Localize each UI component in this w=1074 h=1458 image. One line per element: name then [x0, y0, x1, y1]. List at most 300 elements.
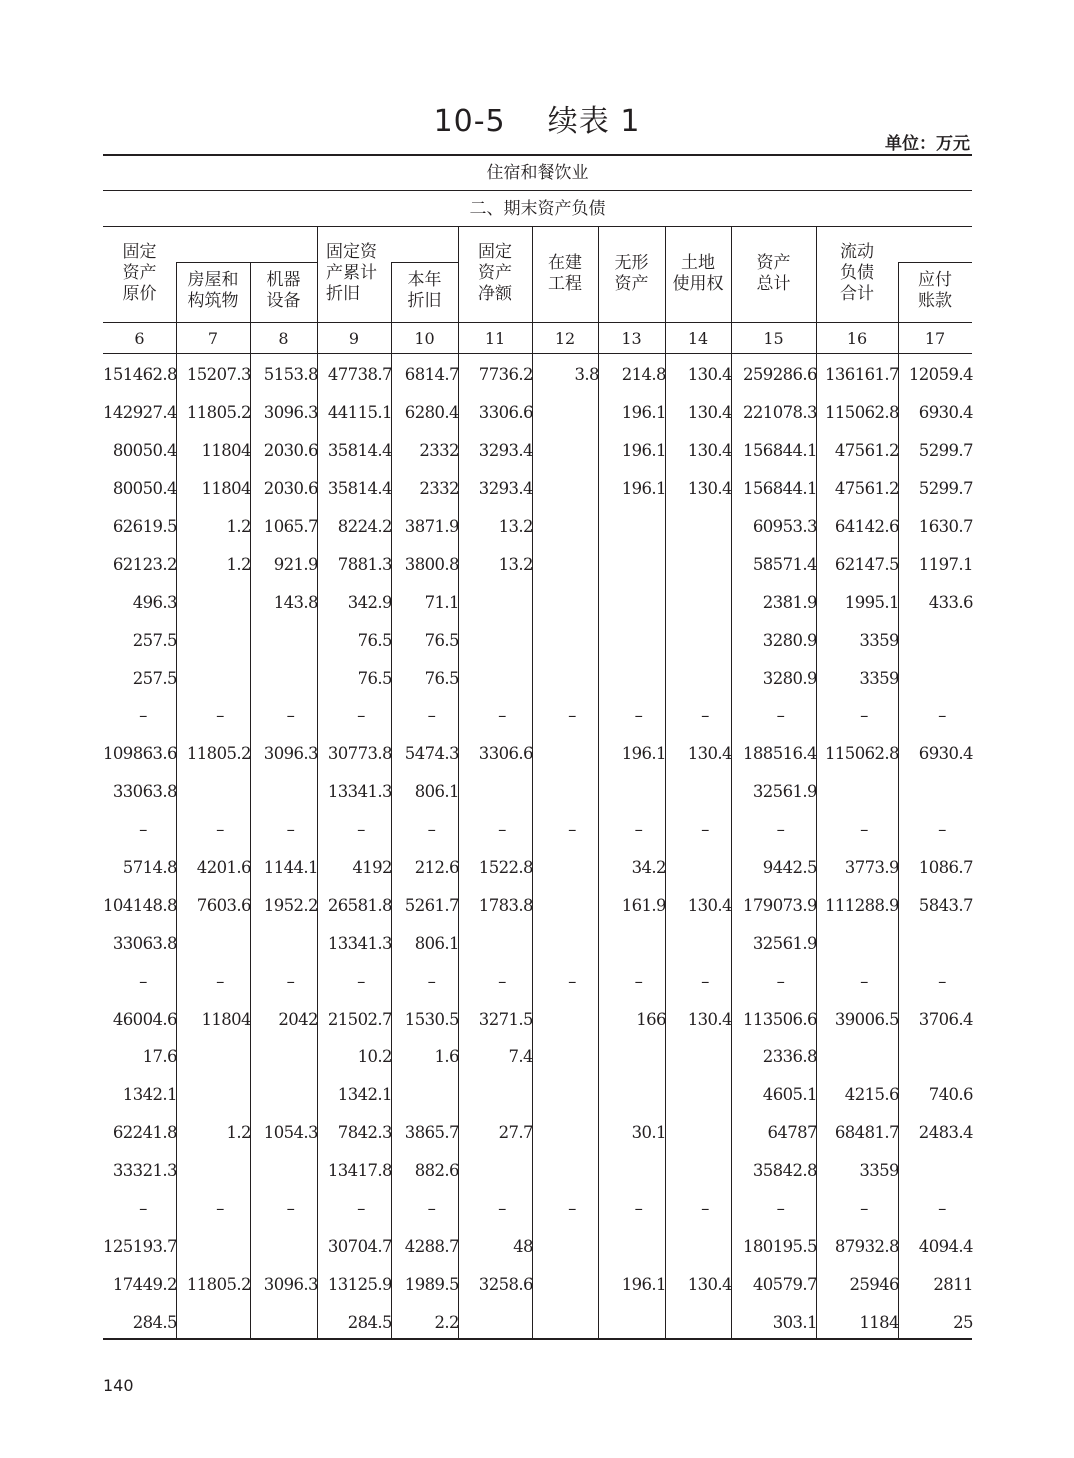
table-cell: 5261.7 — [404, 895, 459, 915]
table-row — [103, 356, 979, 394]
table-cell: 806.1 — [414, 933, 459, 953]
table-row — [103, 508, 979, 546]
table-cell: 5299.7 — [918, 479, 973, 499]
table-cell — [465, 1152, 539, 1190]
rule — [103, 226, 972, 227]
table-cell: 130.4 — [687, 1274, 732, 1294]
table-cell: 3871.9 — [404, 517, 459, 536]
table-cell: 221078.3 — [743, 403, 817, 423]
table-cell: 130.4 — [687, 1009, 732, 1029]
table-cell: 740.6 — [928, 1085, 973, 1105]
table-cell: 2336.8 — [762, 1047, 817, 1067]
table-cell: 62241.8 — [112, 1123, 177, 1143]
header-buildings: 房屋和 构筑物 — [187, 270, 239, 311]
table-cell: – — [568, 1199, 576, 1219]
table-cell: – — [860, 820, 868, 840]
table-cell: 1989.5 — [404, 1274, 459, 1294]
table-row — [103, 962, 979, 1000]
table-cell: 7.4 — [508, 1047, 533, 1067]
table-cell — [257, 1227, 324, 1265]
table-cell — [465, 583, 539, 621]
table-cell: 1.2 — [226, 1123, 251, 1143]
table-row — [103, 735, 979, 773]
table-cell: 4215.6 — [844, 1085, 899, 1105]
table-row — [103, 621, 979, 659]
table-cell: 33063.8 — [112, 933, 177, 953]
header-current-liabilities: 流动 负债 合计 — [840, 242, 874, 304]
table-cell: 342.9 — [347, 592, 392, 612]
table-cell: 30773.8 — [327, 744, 392, 764]
table-cell — [539, 545, 605, 583]
header-fixed-assets-original: 固定 资产 原价 — [122, 242, 157, 304]
table-cell: 80050.4 — [112, 479, 177, 499]
table-cell — [605, 773, 672, 811]
header-accumulated-depreciation: 固定资 产累计 折旧 — [326, 242, 377, 304]
table-cell — [539, 1265, 605, 1303]
table-cell — [183, 773, 257, 811]
table-cell — [183, 1076, 257, 1114]
table-cell: 104148.8 — [103, 895, 177, 915]
table-cell: 3.8 — [574, 365, 599, 385]
table-cell: 3706.4 — [918, 1009, 973, 1029]
table-cell — [539, 1076, 605, 1114]
table-cell: 27.7 — [498, 1123, 533, 1143]
table-cell: 10.2 — [357, 1047, 392, 1067]
table-cell — [183, 1038, 257, 1076]
table-cell: 196.1 — [621, 403, 666, 423]
table-cell: 33321.3 — [112, 1161, 177, 1181]
table-cell: 4192 — [352, 858, 392, 878]
table-cell — [465, 1076, 539, 1114]
table-cell: 33063.8 — [112, 782, 177, 802]
table-cell: 32561.9 — [752, 782, 817, 802]
table-cell: 35842.8 — [752, 1161, 817, 1181]
column-number: 17 — [924, 329, 946, 348]
table-cell — [539, 470, 605, 508]
table-cell: – — [634, 1199, 643, 1219]
table-cell: 1065.7 — [263, 517, 318, 536]
column-number: 11 — [484, 329, 506, 348]
table-cell: – — [701, 706, 709, 726]
table-cell: 48 — [513, 1236, 533, 1256]
table-cell: 115062.8 — [825, 403, 899, 423]
table-cell: 11804 — [201, 479, 251, 499]
table-cell — [465, 1303, 539, 1341]
table-cell — [183, 583, 257, 621]
table-cell: 257.5 — [132, 630, 177, 650]
table-cell: – — [634, 706, 643, 726]
table-cell: 196.1 — [621, 479, 666, 499]
table-cell — [823, 773, 905, 811]
table-cell: 259286.6 — [743, 365, 817, 385]
table-cell: – — [216, 820, 224, 840]
table-cell: 62147.5 — [834, 554, 899, 574]
table-cell: 1630.7 — [918, 517, 973, 536]
table-cell: 11805.2 — [186, 1274, 251, 1294]
table-bottom-rule — [103, 1338, 972, 1340]
table-row — [103, 773, 979, 811]
table-cell: 196.1 — [621, 744, 666, 764]
table-cell: – — [139, 706, 147, 726]
colnum-rule — [103, 353, 972, 354]
table-cell: 3773.9 — [844, 858, 899, 878]
table-cell: – — [427, 971, 436, 991]
table-cell: 111288.9 — [825, 895, 899, 915]
table-cell — [539, 432, 605, 470]
table-cell — [672, 621, 738, 659]
table-cell: 6930.4 — [918, 744, 973, 764]
table-cell — [183, 1227, 257, 1265]
page-number: 140 — [103, 1376, 134, 1395]
table-cell: 2381.9 — [762, 592, 817, 612]
table-cell: 6814.7 — [404, 365, 459, 385]
table-cell: 13.2 — [498, 517, 533, 536]
table-cell — [672, 1152, 738, 1190]
table-cell: 17449.2 — [112, 1274, 177, 1294]
table-cell: 882.6 — [414, 1161, 459, 1181]
column-number: 6 — [134, 329, 145, 348]
table-cell — [672, 849, 738, 887]
table-cell: 496.3 — [132, 592, 177, 612]
table-cell: 13341.3 — [327, 933, 392, 953]
table-cell: 87932.8 — [834, 1236, 899, 1256]
table-cell: 76.5 — [357, 630, 392, 650]
table-cell: 5299.7 — [918, 441, 973, 461]
table-cell — [183, 621, 257, 659]
table-cell: 196.1 — [621, 441, 666, 461]
table-cell — [539, 1152, 605, 1190]
table-cell: 166 — [636, 1009, 666, 1029]
table-cell — [539, 583, 605, 621]
table-cell: – — [216, 1199, 224, 1219]
table-cell: 4605.1 — [762, 1085, 817, 1105]
table-cell — [257, 924, 324, 962]
table-cell: – — [776, 820, 785, 840]
table-cell: 71.1 — [424, 592, 459, 612]
column-number: 13 — [621, 329, 642, 348]
table-cell: 4201.6 — [196, 858, 251, 878]
table-cell: 3306.6 — [478, 744, 533, 764]
table-cell: 5843.7 — [918, 895, 973, 915]
table-cell — [539, 659, 605, 697]
table-cell: 7603.6 — [196, 895, 251, 915]
table-cell: 25 — [953, 1312, 973, 1332]
table-cell: 115062.8 — [825, 744, 899, 764]
table-cell: 3865.7 — [404, 1123, 459, 1143]
table-cell: 40579.7 — [752, 1274, 817, 1294]
table-cell: 1054.3 — [263, 1123, 318, 1143]
table-cell — [605, 1076, 672, 1114]
table-row — [103, 1227, 979, 1265]
table-cell: – — [498, 971, 506, 991]
table-cell: 11804 — [201, 1009, 251, 1029]
table-cell: – — [357, 706, 365, 726]
table-cell: 39006.5 — [834, 1009, 899, 1029]
table-cell: 3800.8 — [404, 554, 459, 574]
table-cell: 3293.4 — [478, 441, 533, 461]
table-cell: 76.5 — [357, 668, 392, 688]
table-cell: – — [286, 971, 295, 991]
table-row — [103, 1114, 979, 1152]
table-cell — [539, 1038, 605, 1076]
table-cell — [539, 773, 605, 811]
table-cell: 151462.8 — [103, 365, 177, 385]
table-cell — [605, 1152, 672, 1190]
table-row — [103, 432, 979, 470]
table-cell: – — [357, 820, 365, 840]
table-cell: 130.4 — [687, 441, 732, 461]
table-cell: – — [701, 1199, 709, 1219]
table-cell: 11805.2 — [186, 403, 251, 423]
table-cell — [539, 1114, 605, 1152]
table-cell: 9442.5 — [762, 858, 817, 878]
table-cell — [905, 924, 979, 962]
table-cell: 1342.1 — [122, 1085, 177, 1105]
table-cell: 35814.4 — [327, 479, 392, 499]
table-cell: 25946 — [849, 1274, 899, 1294]
table-cell — [398, 1076, 465, 1114]
table-cell: 1144.1 — [263, 858, 318, 878]
table-row — [103, 583, 979, 621]
table-cell: 2030.6 — [263, 441, 318, 461]
table-cell — [539, 1303, 605, 1341]
table-cell — [672, 924, 738, 962]
table-cell: 26581.8 — [327, 895, 392, 915]
table-cell: 34.2 — [631, 858, 666, 878]
table-cell: 212.6 — [414, 858, 459, 878]
table-cell: 142927.4 — [103, 403, 177, 423]
table-cell — [605, 1227, 672, 1265]
table-cell: 156844.1 — [743, 479, 817, 499]
table-cell: 284.5 — [347, 1312, 392, 1332]
table-cell: – — [139, 820, 147, 840]
table-cell: – — [286, 1199, 295, 1219]
table-cell: 21502.7 — [327, 1009, 392, 1029]
table-cell: 806.1 — [414, 782, 459, 802]
table-cell: – — [139, 1199, 147, 1219]
table-cell: 11804 — [201, 441, 251, 461]
table-cell: 3306.6 — [478, 403, 533, 423]
table-cell: 7736.2 — [478, 365, 533, 385]
table-cell — [605, 659, 672, 697]
table-cell: 8224.2 — [337, 517, 392, 536]
table-row — [103, 545, 979, 583]
table-cell: 6930.4 — [918, 403, 973, 423]
table-cell: 6280.4 — [404, 403, 459, 423]
table-cell: 1.2 — [226, 554, 251, 574]
table-cell: 1995.1 — [844, 592, 899, 612]
table-cell: 1342.1 — [337, 1085, 392, 1105]
column-number: 15 — [763, 329, 784, 348]
table-cell: – — [498, 1199, 506, 1219]
table-cell: – — [634, 971, 643, 991]
industry-heading: 住宿和餐饮业 — [486, 163, 589, 183]
table-cell — [539, 849, 605, 887]
table-cell — [823, 924, 905, 962]
table-cell: 1952.2 — [263, 895, 318, 915]
table-cell: 1086.7 — [918, 858, 973, 878]
table-cell: 13341.3 — [327, 782, 392, 802]
table-cell: – — [568, 820, 576, 840]
table-row — [103, 924, 979, 962]
table-cell — [465, 924, 539, 962]
header-machinery: 机器 设备 — [266, 270, 301, 311]
table-cell — [257, 1303, 324, 1341]
table-cell — [672, 1038, 738, 1076]
table-cell: 1.2 — [226, 517, 251, 536]
table-cell: 11805.2 — [186, 744, 251, 764]
table-row — [103, 697, 979, 735]
table-cell: 2483.4 — [918, 1123, 973, 1143]
table-cell: 284.5 — [132, 1312, 177, 1332]
table-cell: 3096.3 — [263, 403, 318, 423]
table-cell: – — [286, 820, 295, 840]
table-cell — [905, 773, 979, 811]
table-cell — [539, 394, 605, 432]
table-cell: 32561.9 — [752, 933, 817, 953]
table-cell: 921.9 — [273, 554, 318, 574]
table-cell: 47561.2 — [834, 441, 899, 461]
table-cell: – — [498, 820, 506, 840]
subheader-rule — [176, 262, 317, 263]
unit-label: 单位：万元 — [885, 134, 970, 154]
column-number: 9 — [348, 329, 360, 348]
table-cell: 1530.5 — [404, 1009, 459, 1029]
table-cell: 76.5 — [424, 630, 459, 650]
table-cell — [605, 621, 672, 659]
column-number: 8 — [278, 329, 289, 348]
table-cell: 1184 — [859, 1312, 899, 1332]
table-cell — [183, 1303, 257, 1341]
table-cell — [605, 1303, 672, 1341]
table-cell — [672, 1114, 738, 1152]
table-row — [103, 1076, 979, 1114]
table-cell: 2.2 — [434, 1312, 459, 1332]
table-cell — [672, 659, 738, 697]
table-cell — [605, 583, 672, 621]
table-cell: 130.4 — [687, 403, 732, 423]
table-cell — [183, 1152, 257, 1190]
table-cell: 30704.7 — [327, 1236, 392, 1256]
table-cell — [672, 1227, 738, 1265]
table-cell: – — [776, 706, 785, 726]
column-number: 14 — [687, 329, 709, 348]
header-fixed-assets-net: 固定 资产 净额 — [478, 242, 512, 304]
table-cell: 13.2 — [498, 554, 533, 574]
table-row — [103, 1265, 979, 1303]
table-cell — [905, 659, 979, 697]
table-cell: 58571.4 — [752, 554, 817, 574]
section-heading: 二、期末资产负债 — [469, 199, 606, 219]
table-cell: 130.4 — [687, 479, 732, 499]
table-cell — [257, 1152, 324, 1190]
table-cell: 3280.9 — [762, 668, 817, 688]
table-cell — [672, 1076, 738, 1114]
table-cell: 130.4 — [687, 895, 732, 915]
table-cell — [672, 545, 738, 583]
table-cell — [672, 1303, 738, 1341]
table-cell — [257, 659, 324, 697]
table-cell: – — [634, 820, 643, 840]
table-cell: – — [860, 1199, 868, 1219]
table-cell — [465, 621, 539, 659]
table-row — [103, 394, 979, 432]
table-row — [103, 1190, 979, 1228]
table-row — [103, 1152, 979, 1190]
data-table — [103, 356, 979, 1341]
table-cell: 62619.5 — [112, 517, 177, 536]
table-cell — [539, 924, 605, 962]
table-cell — [539, 1227, 605, 1265]
table-cell: 2811 — [933, 1274, 973, 1294]
table-cell: 7842.3 — [337, 1123, 392, 1143]
table-cell: 7881.3 — [337, 554, 392, 574]
table-cell: 130.4 — [687, 744, 732, 764]
table-cell: 4094.4 — [918, 1236, 973, 1256]
table-cell: – — [568, 971, 576, 991]
table-row — [103, 470, 979, 508]
table-cell: 35814.4 — [327, 441, 392, 461]
table-cell: – — [357, 1199, 365, 1219]
table-cell: 47561.2 — [834, 479, 899, 499]
table-cell — [823, 1038, 905, 1076]
table-cell — [465, 659, 539, 697]
table-cell — [539, 1000, 605, 1038]
table-cell: 1522.8 — [478, 858, 533, 878]
table-row — [103, 1303, 979, 1341]
table-cell: 188516.4 — [743, 744, 817, 764]
column-number: 16 — [846, 329, 868, 348]
table-cell: 156844.1 — [743, 441, 817, 461]
table-cell — [257, 1076, 324, 1114]
header-land-use-right: 土地 使用权 — [672, 253, 724, 294]
table-cell: 3293.4 — [478, 479, 533, 499]
column-number: 10 — [414, 329, 435, 348]
table-cell: 1.6 — [434, 1047, 459, 1067]
table-cell: – — [776, 1199, 785, 1219]
table-cell — [183, 924, 257, 962]
table-cell: 303.1 — [772, 1312, 817, 1332]
table-cell: – — [427, 820, 436, 840]
table-cell — [539, 508, 605, 546]
table-cell: – — [216, 706, 224, 726]
table-cell: 5474.3 — [404, 744, 459, 764]
table-cell: 136161.7 — [825, 365, 899, 385]
table-cell — [905, 1152, 979, 1190]
table-cell: – — [357, 971, 365, 991]
page-title: 10-5 续表 1 — [433, 104, 641, 139]
table-cell: 64142.6 — [834, 517, 899, 536]
subheader-rule — [898, 262, 972, 263]
table-cell: 68481.7 — [834, 1123, 899, 1143]
header-total-assets: 资产 总计 — [756, 253, 791, 294]
table-cell — [672, 773, 738, 811]
table-cell: – — [860, 706, 868, 726]
table-cell: 3258.6 — [478, 1274, 533, 1294]
table-cell: – — [938, 1199, 946, 1219]
table-cell: – — [568, 706, 576, 726]
table-cell: – — [938, 820, 946, 840]
table-body — [103, 356, 979, 1341]
table-cell: 257.5 — [132, 668, 177, 688]
table-cell: – — [286, 706, 295, 726]
table-cell: – — [938, 971, 946, 991]
table-cell: – — [776, 971, 785, 991]
table-cell: – — [216, 971, 224, 991]
table-cell: 179073.9 — [743, 895, 817, 915]
table-cell: 13417.8 — [327, 1161, 392, 1181]
table-cell — [672, 508, 738, 546]
